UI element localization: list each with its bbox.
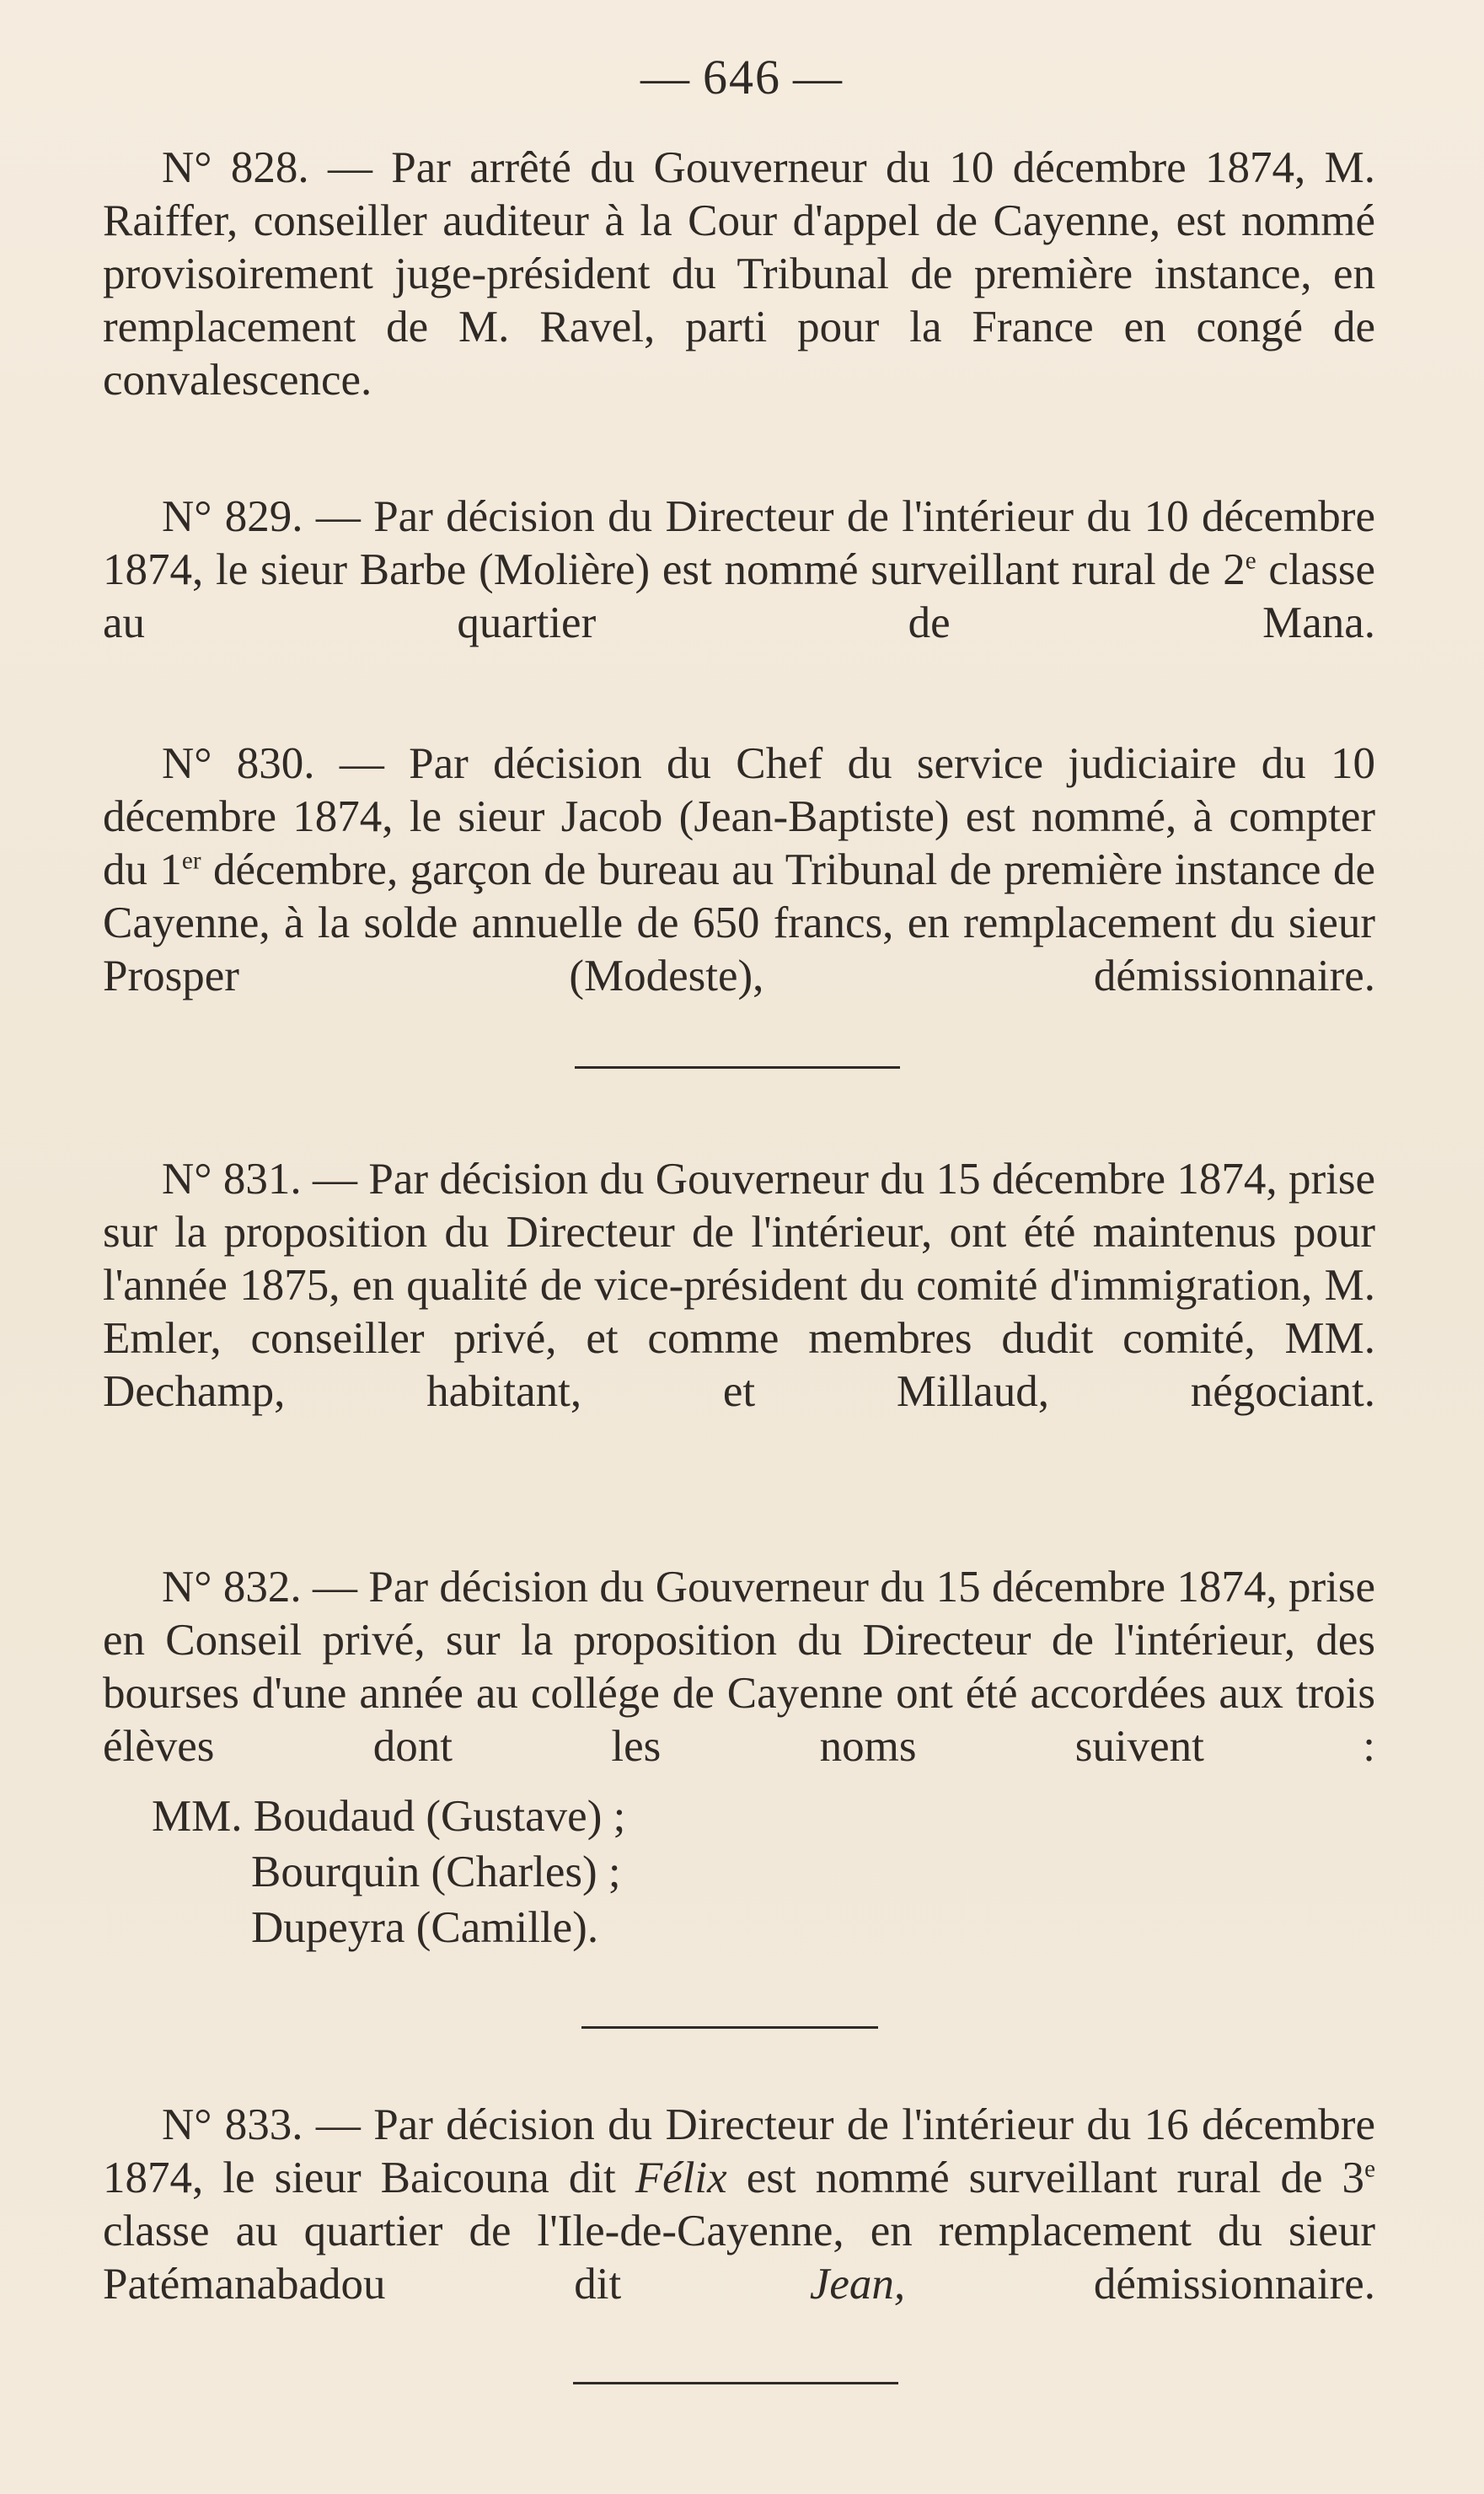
entry-833-italic-felix: Félix xyxy=(635,2153,727,2202)
entry-828-paragraph xyxy=(103,142,1375,460)
page-number-value: 646 xyxy=(703,50,781,105)
section-divider xyxy=(581,2026,878,2029)
entry-832-text: — Par décision du Gouverneur du 15 décembre 1874, prise en Conseil privé, sur la proposition du Directeur de l'intérieur, des bourses d'une année au collége de Cayenne ont été accordées aux trois élèves dont les noms suivent : xyxy=(103,1563,1375,1771)
entry-831-number: N° 831. xyxy=(162,1155,302,1204)
entry-831 xyxy=(103,1153,1375,1472)
entry-828-number: N° 828. xyxy=(162,143,309,192)
entry-829-text-after: classe au quartier de Mana. xyxy=(103,545,1375,647)
entry-828-text: — Par arrêté du Gouverneur du 10 décembre 1874, M. Raiffer, conseiller auditeur à la Cour d'appel de Cayenne, est nommé provisoirement juge-président du Tribunal de première instance, en remplacement de M. Ravel, parti pour la France en congé de convalescence. xyxy=(103,143,1376,405)
entry-832 xyxy=(103,1561,1375,1826)
entry-833-superscript: e xyxy=(1364,2155,1375,2183)
scholarship-names-list xyxy=(152,1789,625,1955)
entry-830 xyxy=(103,737,1375,1056)
page-number-dash-left: — xyxy=(640,50,691,105)
name-item: MM. Boudaud (Gustave) ; xyxy=(152,1792,626,1841)
entry-833-text-middle: est nommé surveillant rural de 3 xyxy=(726,2153,1365,2202)
entry-833-text-after1: classe au quartier de l'Ile-de-Cayenne, en remplacement du sieur Patémanabadou dit xyxy=(103,2207,1375,2309)
entry-829-text-before: — Par décision du Directeur de l'intérieur du 10 décembre 1874, le sieur Barbe (Molière) est nommé surveillant rural de 2 xyxy=(103,492,1375,594)
section-divider xyxy=(573,2382,898,2384)
entry-832-paragraph xyxy=(103,1561,1375,1826)
entry-829-number: N° 829. xyxy=(162,492,303,541)
entry-832-number: N° 832. xyxy=(162,1563,302,1612)
entry-829-paragraph xyxy=(103,491,1375,703)
name-item: Dupeyra (Camille). xyxy=(251,1903,599,1952)
entry-828 xyxy=(103,142,1375,460)
page-number-dash-right: — xyxy=(793,50,844,105)
entry-833-paragraph xyxy=(103,2099,1375,2364)
entry-829-superscript: e xyxy=(1245,547,1256,575)
entry-833-italic-jean: Jean, xyxy=(809,2260,906,2309)
section-divider xyxy=(575,1066,900,1069)
name-item: Bourquin (Charles) ; xyxy=(251,1848,621,1896)
entry-831-text: — Par décision du Gouverneur du 15 décembre 1874, prise sur la proposition du Directeur de l'intérieur, ont été maintenus pour l'année 1875, en qualité de vice-président du comité d'immigration, M. Emler, conseiller privé, et comme membres dudit comité, MM. Dechamp, habitant, et Millaud, négociant. xyxy=(103,1155,1375,1416)
entry-831-paragraph xyxy=(103,1153,1375,1472)
page-number xyxy=(0,49,1484,105)
entry-830-paragraph xyxy=(103,737,1375,1056)
entry-829 xyxy=(103,491,1375,703)
entry-833 xyxy=(103,2099,1375,2364)
entry-830-superscript: er xyxy=(181,847,201,875)
entry-830-text-after: décembre, garçon de bureau au Tribunal de première instance de Cayenne, à la solde annuelle de 650 francs, en remplacement du sieur Prosper (Modeste), démissionnaire. xyxy=(103,845,1376,1000)
entry-833-text-after2: démissionnaire. xyxy=(905,2260,1375,2309)
entry-830-text-before: — Par décision du Chef du service judiciaire du 10 décembre 1874, le sieur Jacob (Jean-Baptiste) est nommé, à compter du 1 xyxy=(103,739,1375,894)
entry-833-number: N° 833. xyxy=(162,2100,303,2149)
entry-833-text-before: — Par décision du Directeur de l'intérieur du 16 décembre 1874, le sieur Baicouna dit xyxy=(103,2100,1375,2202)
entry-830-number: N° 830. xyxy=(162,739,315,788)
